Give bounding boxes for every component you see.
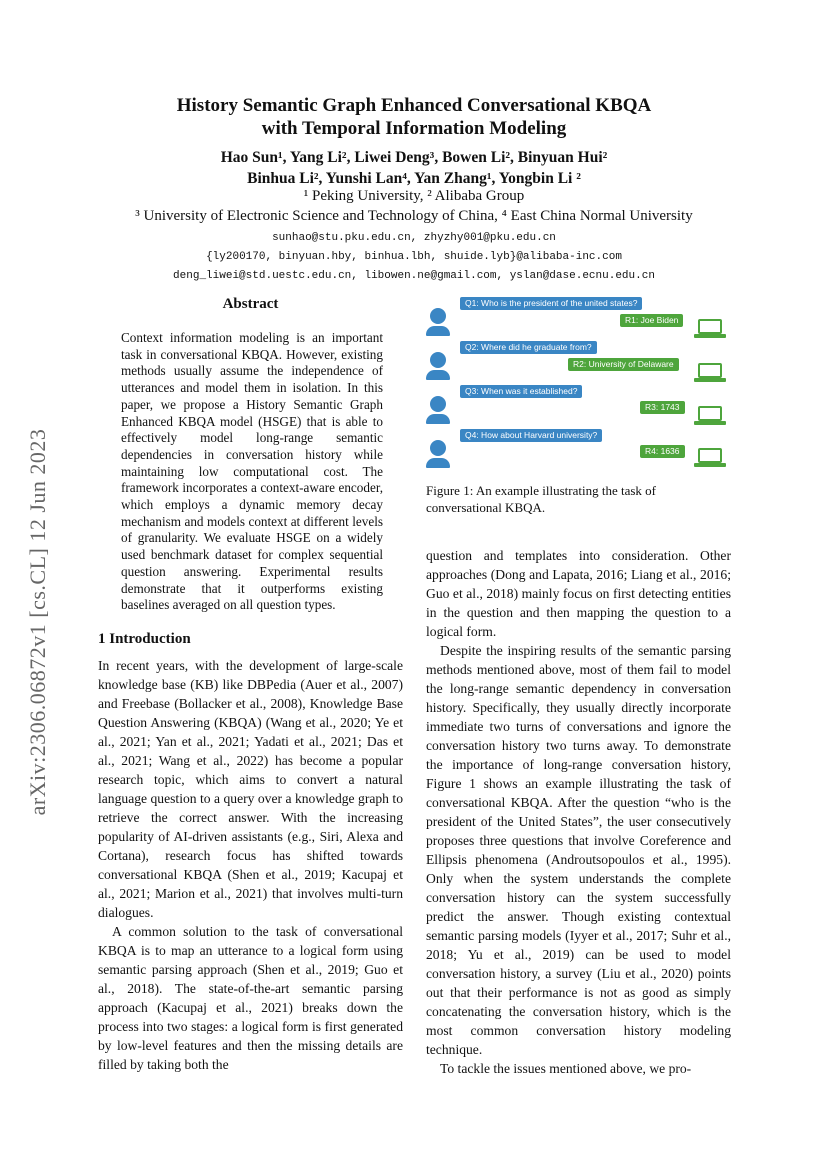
email-line-2: {ly200170, binyuan.hby, binhua.lbh, shuide.lyb}@alibaba-inc.com [206,251,622,263]
affiliations [0,186,828,226]
user-body-icon [426,370,450,380]
section-heading-introduction: 1 Introduction [98,631,191,647]
affiliation-line-2: ³ University of Electronic Science and Technology of China, ⁴ East China Normal University [135,208,693,224]
email-line-3: deng_liwei@std.uestc.edu.cn, libowen.ne@gmail.com, yslan@dase.ecnu.edu.cn [173,270,655,282]
response-bubble-2: R2: University of Delaware [568,358,679,371]
title-line-2: with Temporal Information Modeling [261,118,567,139]
authors-line-1: Hao Sun¹, Yang Li², Liwei Deng³, Bowen Li², Binyuan Hui² [220,149,608,166]
affiliation-line-1: ¹ Peking University, ² Alibaba Group [303,188,525,204]
user-avatar [430,440,450,468]
authors-line-2: Binhua Li², Yunshi Lan⁴, Yan Zhang¹, Yongbin Li ² [247,170,581,187]
right-paragraph-2: Despite the inspiring results of the semantic parsing methods mentioned above, most of them fail to model the long-range semantic dependency in conversation history. Specifically, they usually directly incorporate immediate two turns of conversations and ignore the conversation history two turns away. To demonstrate the importance of long-range conversation history, Figure 1 shows an example illustrating the task of conversational KBQA. After the question “who is the president of the United States”, the user consecutively proposes three questions that involve Coreference and Ellipsis phenomena (Androutsopoulos et al., 1995). Only when the system understands the complete conversation history can the system successfully predict the answer. Though existing contextual semantic parsing models (Iyyer et al., 2017; Suhr et al., 2018; Yu et al., 2019) can be used to model conversation history, a survey (Liu et al., 2020) points out that their performance is not as good as simply concatenating the conversation history, which is the most common conversation history modeling technique. [426,643,731,1057]
question-bubble-2: Q2: Where did he graduate from? [460,341,597,354]
figure-1-caption: Figure 1: An example illustrating the task of conversational KBQA. [426,483,656,515]
laptop-icon [694,319,726,338]
author-list [0,147,828,189]
question-bubble-1: Q1: Who is the president of the united states? [460,297,642,310]
paper-title [0,94,828,140]
user-body-icon [426,326,450,336]
user-head-icon [430,440,446,456]
user-head-icon [430,396,446,412]
question-bubble-3: Q3: When was it established? [460,385,582,398]
right-column [426,546,731,1078]
response-bubble-3: R3: 1743 [640,401,685,414]
user-avatar [430,352,450,380]
arxiv-sidebar [22,372,54,872]
title-line-1: History Semantic Graph Enhanced Conversational KBQA [176,95,652,116]
user-head-icon [430,352,446,368]
figure-1 [426,292,731,472]
abstract-heading: Abstract [222,296,279,312]
right-paragraph-1: question and templates into consideration. Other approaches (Dong and Lapata, 2016; Liang et al., 2016; Guo et al., 2018) mainly focus on first detecting entities in the question and then mapping the question to a logical form. [426,548,731,639]
user-body-icon [426,458,450,468]
intro-paragraph-1: In recent years, with the development of large-scale knowledge base (KB) like DBPedia (Auer et al., 2007) and Freebase (Bollacker et al., 2008), Knowledge Base Question Answering (KBQA) (Wang et al., 2020; Ye et al., 2021; Yan et al., 2021; Yadati et al., 2021; Das et al., 2021; Wang et al., 2022) has become a popular research topic, which aims to convert a natural language question to a query over a knowledge graph to retrieve the correct answer. With the increasing popularity of AI-driven assistants (e.g., Siri, Alexa and Cortana), research focus has shifted towards conversational KBQA (Shen et al., 2019; Kacupaj et al., 2021; Marion et al., 2021) that involves multi-turn dialogues. [98,658,403,920]
user-body-icon [426,414,450,424]
left-column [98,656,403,1074]
intro-paragraph-2: A common solution to the task of conversational KBQA is to map an utterance to a logical form using semantic parsing approach (Shen et al., 2019; Guo et al., 2018). The state-of-the-art semantic parsing approach (Kacupaj et al., 2021) breaks down the process into two stages: a logical form is first generated by low-level features and then the missing details are filled by taking both the [98,924,403,1072]
user-avatar [430,308,450,336]
abstract-text: Context information modeling is an important task in conversational KBQA. However, existing methods usually assume the independence of utterances and model them in isolation. In this paper, we propose a History Semantic Graph Enhanced KBQA model (HSGE) that is able to effectively model long-range semantic dependencies in conversation history while maintaining low computational cost. The framework incorporates a context-aware encoder, which employs a dynamic memory decay mechanism and models context at different levels of granularity. We evaluate HSGE on a widely used benchmark dataset for complex sequential question answering. Experimental results demonstrate that it outperforms existing baselines averaged on all question types. [121,330,383,613]
laptop-icon [694,448,726,467]
laptop-icon [694,406,726,425]
email-line-1: sunhao@stu.pku.edu.cn, zhyzhy001@pku.edu.cn [272,232,556,244]
response-bubble-1: R1: Joe Biden [620,314,683,327]
question-bubble-4: Q4: How about Harvard university? [460,429,602,442]
user-head-icon [430,308,446,324]
user-avatar [430,396,450,424]
laptop-icon [694,363,726,382]
arxiv-identifier: arXiv:2306.06872v1 [cs.CL] 12 Jun 2023 [25,428,50,816]
right-paragraph-3: To tackle the issues mentioned above, we pro- [440,1061,692,1076]
response-bubble-4: R4: 1636 [640,445,685,458]
